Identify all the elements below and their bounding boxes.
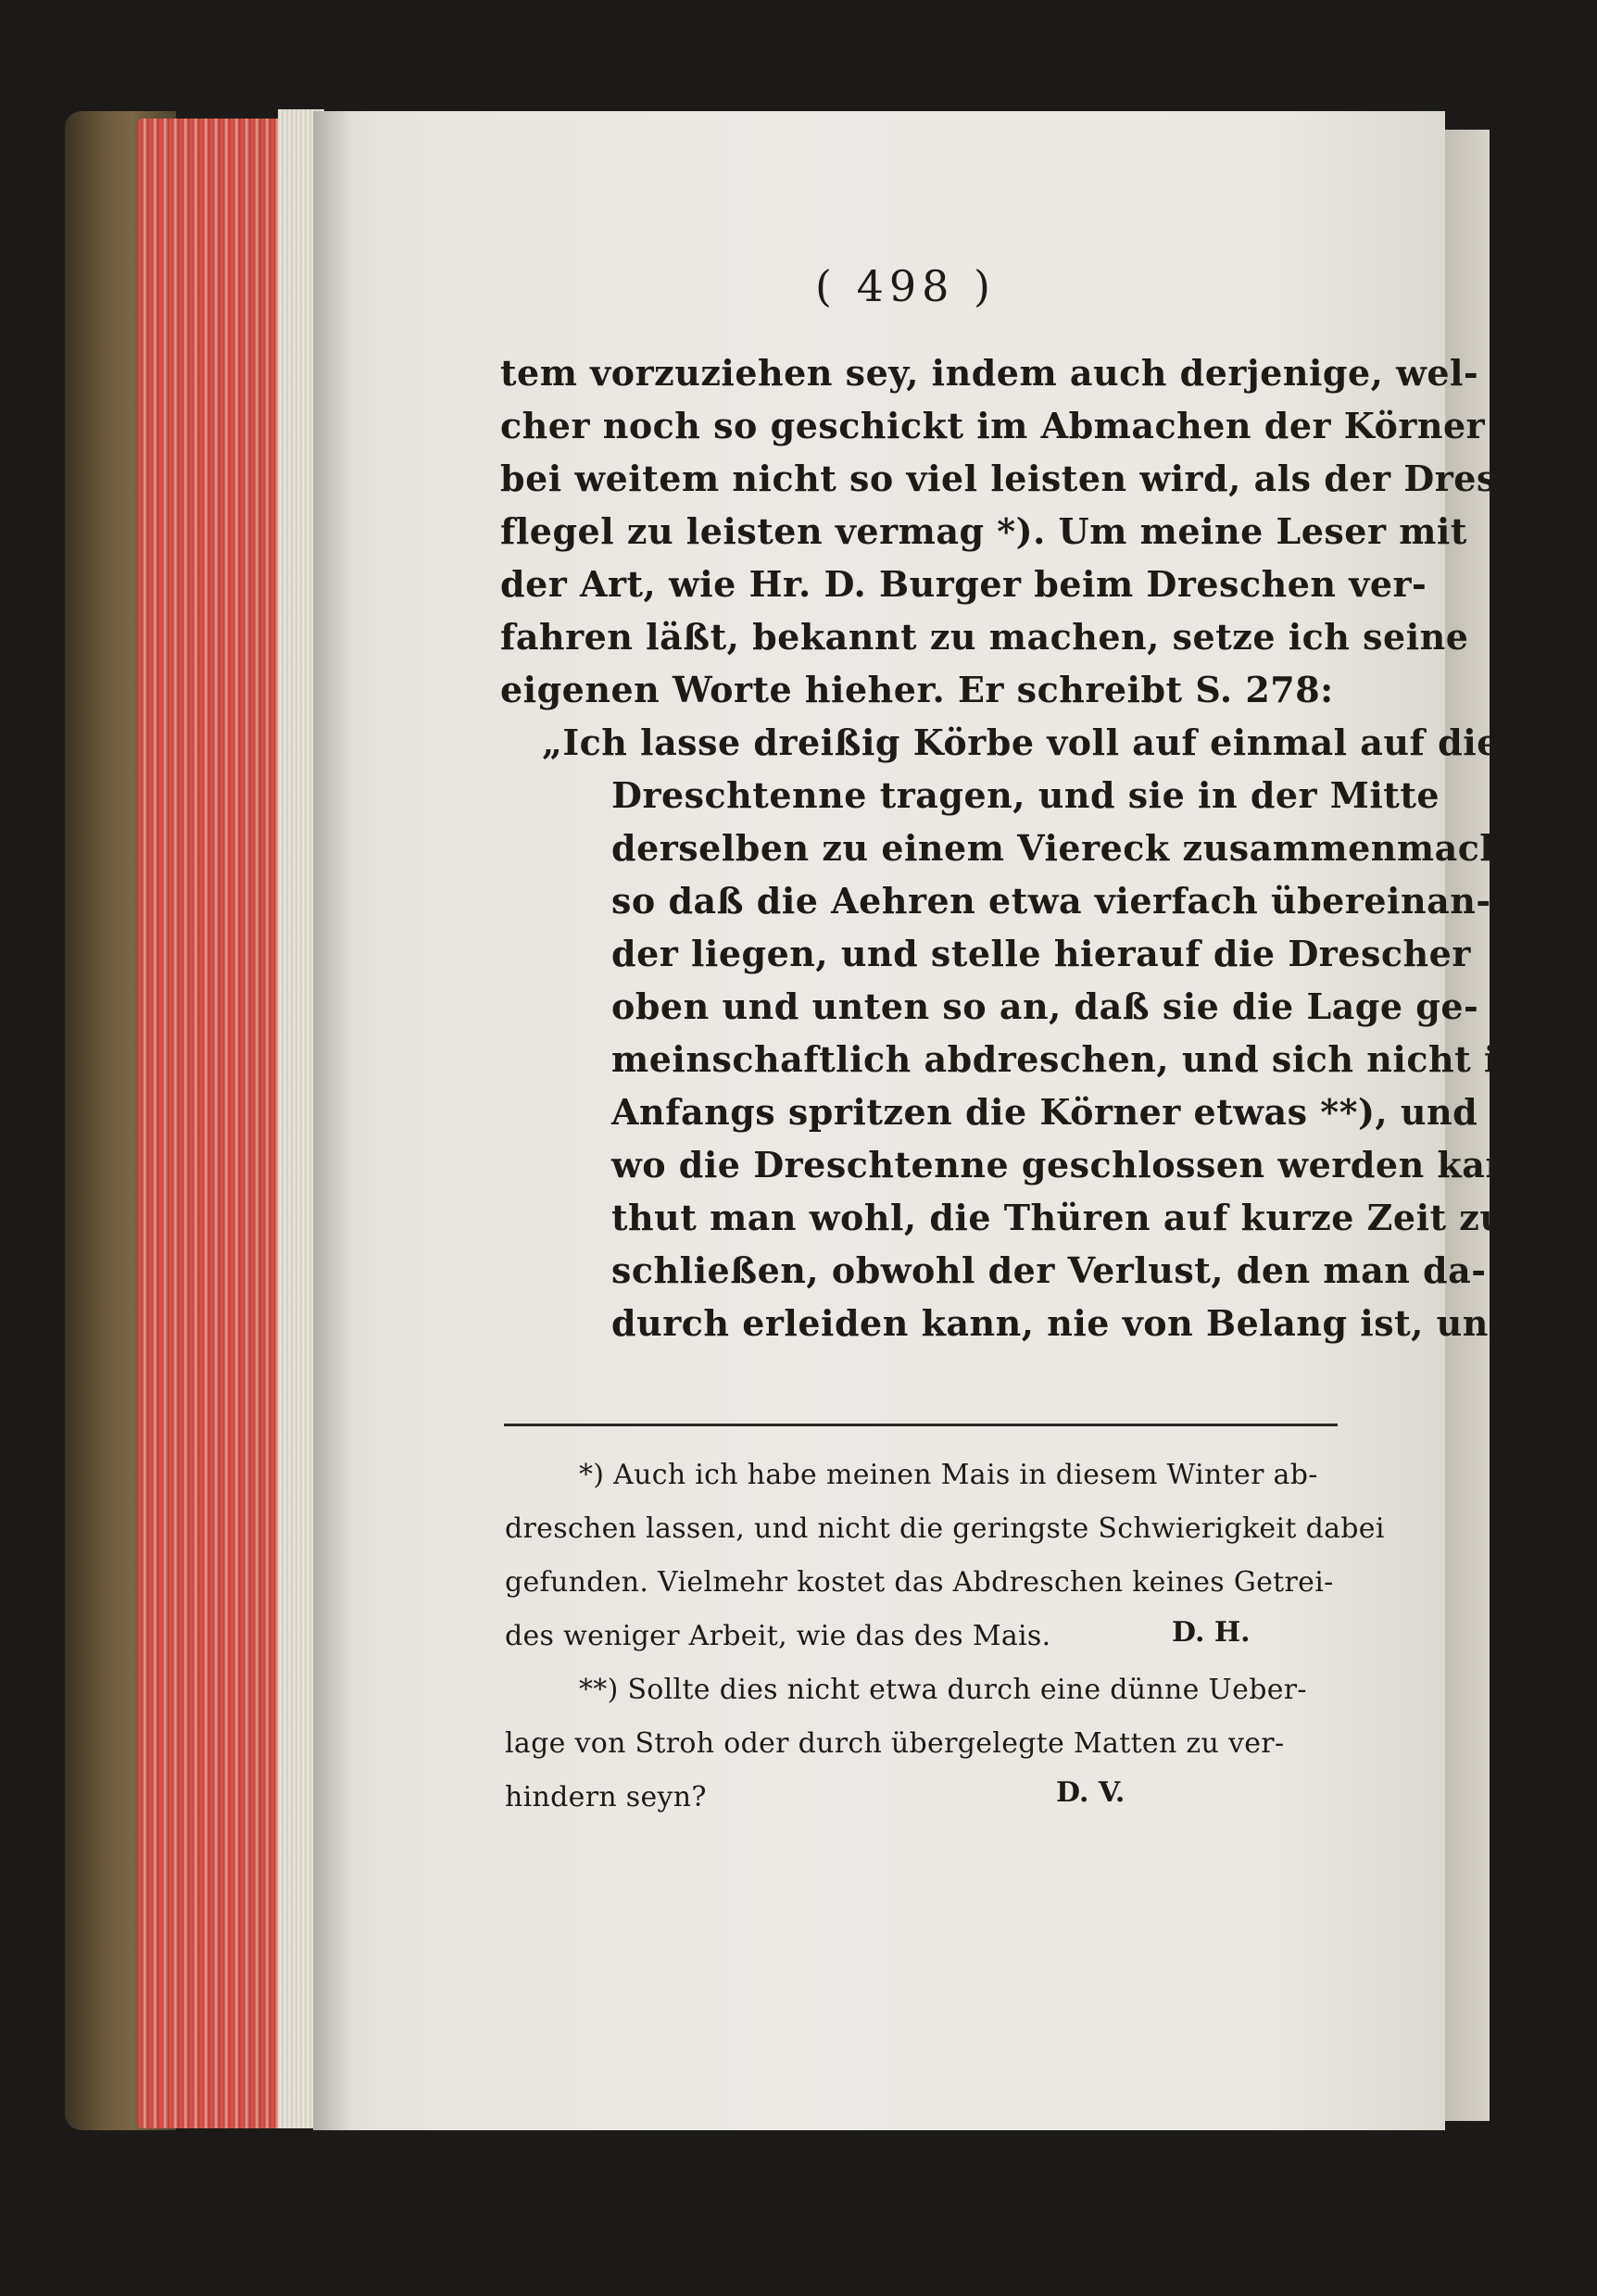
quote-line: thut man wohl, die Thüren auf kurze Zeit zu bbox=[611, 1197, 1506, 1238]
quote-line: meinschaftlich abdreschen, und sich nicht irren. bbox=[611, 1038, 1597, 1080]
body-line: cher noch so geschickt im Abmachen der Körner ist, bbox=[500, 405, 1562, 446]
footnote-signature: D. V. bbox=[1056, 1776, 1125, 1809]
footnote-line: *) Auch ich habe meinen Mais in diesem Winter ab- bbox=[579, 1459, 1318, 1491]
quote-line-last: durch erleiden kann, nie von Belang ist, und bbox=[611, 1302, 1514, 1344]
gutter-shadow bbox=[313, 111, 350, 2130]
quote-line: wo die Dreschtenne geschlossen werden kann, bbox=[611, 1144, 1551, 1186]
footnote-line: des weniger Arbeit, wie das des Mais. bbox=[505, 1620, 1051, 1652]
body-line: tem vorzuziehen sey, indem auch derjenige, wel- bbox=[500, 352, 1479, 394]
footnote-line: gefunden. Vielmehr kostet das Abdreschen keines Getrei- bbox=[505, 1566, 1334, 1599]
footnote-line: **) Sollte dies nicht etwa durch eine dünne Ueber- bbox=[579, 1674, 1307, 1706]
footnote-signature: D. H. bbox=[1172, 1616, 1251, 1649]
body-line: flegel zu leisten vermag *). Um meine Leser mit bbox=[500, 510, 1467, 552]
quote-line: so daß die Aehren etwa vierfach übereinan- bbox=[611, 880, 1491, 922]
footnote-line: hindern seyn? bbox=[505, 1781, 707, 1813]
quote-line: oben und unten so an, daß sie die Lage ge- bbox=[611, 985, 1479, 1027]
quote-line: derselben zu einem Viereck zusammenmachen, bbox=[611, 827, 1568, 869]
quote-line: der liegen, und stelle hierauf die Drescher bbox=[611, 933, 1471, 974]
footnote-line: dreschen lassen, und nicht die geringste Schwierigkeit dabei bbox=[505, 1512, 1385, 1545]
quote-line: Anfangs spritzen die Körner etwas **), und bbox=[611, 1091, 1478, 1133]
quote-line: Dreschtenne tragen, und sie in der Mitte bbox=[611, 774, 1440, 816]
footnote-rule bbox=[504, 1424, 1338, 1426]
body-line: fahren läßt, bekannt zu machen, setze ich seine bbox=[500, 616, 1469, 658]
quote-line: „Ich lasse dreißig Körbe voll auf einmal auf die bbox=[542, 721, 1500, 763]
footnote-line: lage von Stroh oder durch übergelegte Matten zu ver- bbox=[505, 1727, 1285, 1760]
body-line: eigenen Worte hieher. Er schreibt S. 278: bbox=[500, 669, 1334, 710]
body-line: der Art, wie Hr. D. Burger beim Dreschen ver- bbox=[500, 563, 1427, 605]
body-line: bei weitem nicht so viel leisten wird, als der Dresch- bbox=[500, 458, 1560, 499]
quote-line: schließen, obwohl der Verlust, den man da- bbox=[611, 1249, 1487, 1291]
page-number: ( 498 ) bbox=[815, 261, 996, 311]
